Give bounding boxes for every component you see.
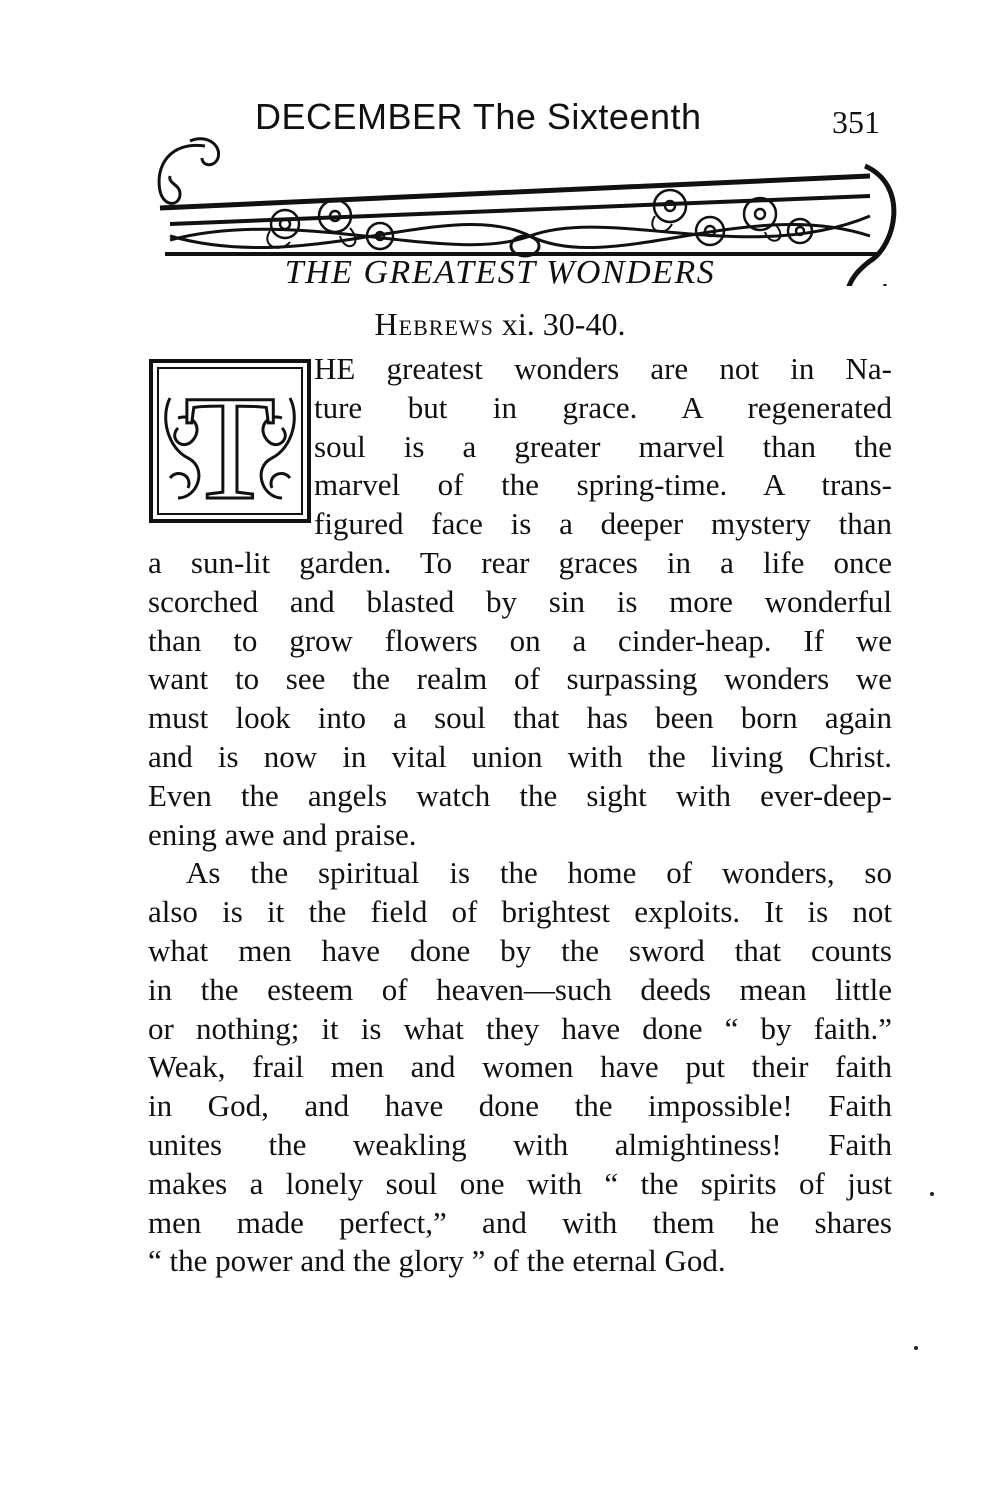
text-line: scorched and blasted by sin is more wonderful — [148, 583, 892, 619]
paragraph — [148, 854, 892, 1281]
text-line: and is now in vital union with the living Christ. — [148, 738, 892, 774]
scan-speck — [930, 1192, 934, 1196]
scan-speck — [914, 1346, 918, 1350]
text-line: ture but in grace. A regenerated — [314, 389, 892, 425]
text-line: men made perfect,” and with them he shares — [148, 1204, 892, 1240]
text-line: makes a lonely soul one with “ the spirits of just — [148, 1165, 892, 1201]
scripture-verses: xi. 30-40. — [493, 306, 626, 342]
text-line: want to see the realm of surpassing wonders we — [148, 661, 892, 697]
scripture-reference — [0, 306, 1000, 343]
text-line: what men have done by the sword that counts — [148, 932, 892, 968]
text-line: in the esteem of heaven—such deeds mean little — [148, 971, 892, 1007]
text-line: figured face is a deeper mystery than — [314, 506, 892, 542]
text-line: must look into a soul that has been born again — [148, 700, 892, 736]
decorated-initial-letter: T — [184, 365, 276, 524]
text-line: in God, and have done the impossible! Faith — [148, 1088, 892, 1124]
text-line: soul is a greater marvel than the — [314, 428, 892, 464]
text-line: than to grow flowers on a cinder-heap. If we — [148, 622, 892, 658]
body-text — [148, 350, 892, 1281]
text-line: HE greatest wonders are not in Na- — [314, 351, 892, 386]
text-line: Weak, frail men and women have put their faith — [148, 1049, 892, 1085]
page-number: 351 — [832, 104, 880, 140]
text-line: As the spiritual is the home of wonders, so — [186, 855, 892, 891]
text-line: also is it the field of brightest exploits. It is not — [148, 894, 892, 930]
running-title: DECEMBER The Sixteenth — [255, 96, 702, 137]
text-line: a sun-lit garden. To rear graces in a life once — [148, 544, 892, 580]
text-line: or nothing; it is what they have done “ by faith.” — [148, 1010, 892, 1046]
chapter-title: THE GREATEST WONDERS — [284, 254, 716, 291]
scripture-book: Hebrews — [374, 306, 494, 342]
text-line: “ the power and the glory ” of the eternal God. — [148, 1243, 726, 1279]
text-line: ening awe and praise. — [148, 816, 417, 852]
text-line: Even the angels watch the sight with ever-deep- — [148, 777, 892, 813]
text-line: marvel of the spring-time. A trans- — [314, 467, 892, 503]
paragraph — [148, 350, 892, 854]
text-line: unites the weakling with almightiness! Faith — [148, 1126, 892, 1162]
